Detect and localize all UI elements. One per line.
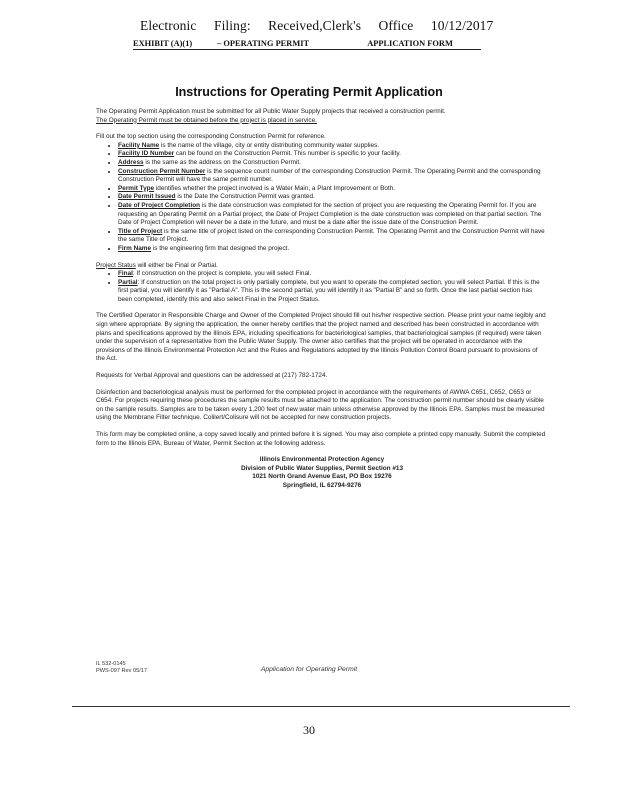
list-item: • Address is the same as the address on the Construction Permit.	[118, 159, 548, 168]
address-agency: Illinois Environmental Protection Agency	[259, 456, 385, 464]
address-street: 1021 North Grand Avenue East, PO Box 19276	[252, 473, 392, 481]
bottom-divider	[72, 706, 570, 707]
project-status-heading: Project Status will either be Final or Partial.	[96, 261, 218, 269]
exhibit-label: EXHIBIT (A)(1)	[133, 39, 193, 48]
fill-intro: Fill out the top section using the corresponding Construction Permit for reference.	[96, 133, 326, 141]
exhibit-header	[133, 39, 481, 50]
filing-stamp-header	[140, 18, 507, 34]
list-item: • Final: If construction on the project is complete, you will select Final.	[118, 270, 548, 279]
filing-electronic: Electronic	[140, 18, 197, 33]
list-item: • Date Permit Issued is the Date the Construction Permit was granted.	[118, 193, 548, 202]
form-submission-paragraph: This form may be completed online, a copy saved locally and printed before it is signed. You may also complete a printed copy manually. Submit the completed form to the Illinois EPA, Bureau of Water, Permit Section at the following address.	[96, 431, 546, 447]
page-number: 30	[303, 723, 315, 737]
filing-received: Received,Clerk's	[268, 18, 362, 33]
exhibit-form: APPLICATION FORM	[367, 39, 453, 48]
list-item: • Title of Project is the same title of project listed on the corresponding Construction Permit. The Operating Permit and the Construction Permit will have the same Title of Project.	[118, 228, 548, 245]
footer-form-id: IL 532-0145	[96, 661, 126, 667]
document-title: Instructions for Operating Permit Application	[175, 85, 443, 99]
certified-operator-paragraph: The Certified Operator in Responsible Charge and Owner of the Completed Project should fill out his/her respective section. Please print your name legibly and sign where appropriate. By signing the application, the owner hereby certifies that the project named and described has been constructed in accordance with plans and specifications approved by the Illinois EPA, including specifications for bacteriological samples, that bacteriological samples (if required) were taken under the supervision of a representative from the Public Water Supply. The owner also certifies that the project will be operated in accordance with the provisions of the Illinois Environmental Protection Act and the Rules and Regulations adopted by the Illinois Pollution Control Board pursuant to provisions of the Act.	[96, 312, 546, 363]
intro-line-2: The Operating Permit must be obtained before the project is placed in service.	[96, 116, 317, 124]
list-item: • Construction Permit Number is the sequence count number of the corresponding Construction Permit. The Operating Permit and the corresponding Construction Permit will have the same permit number.	[118, 168, 548, 185]
list-item: • Facility ID Number can be found on the Construction Permit. This number is specific to your facility.	[118, 150, 548, 159]
mailing-address	[96, 456, 548, 490]
list-item: • Facility Name is the name of the village, city or entity distributing community water supplies.	[118, 142, 548, 151]
requests-paragraph: Requests for Verbal Approval and questions can be addressed at (217) 782-1724.	[96, 372, 328, 380]
exhibit-operating: – OPERATING PERMIT	[217, 39, 310, 48]
intro-line-1: The Operating Permit Application must be submitted for all Public Water Supply projects that received a construction permit.	[96, 108, 446, 115]
list-item: • Partial: If construction on the total project is only partially complete, but you want to operate the completed section, you will select Partial. If this is the first partial, you will identify it as "Partial A". This is the second partial, you will identify it as "Partial B" and so forth. Once the last partial section has been completed, identify this and also select Final in the Project Status.	[118, 279, 548, 305]
address-city: Springfield, IL 62794-9276	[282, 481, 362, 489]
project-status-list	[96, 270, 548, 304]
field-bullet-list	[96, 142, 548, 254]
footer-revision: PWS-097 Rev 05/17	[96, 668, 147, 674]
filing-office: Office	[378, 18, 414, 33]
disinfection-paragraph: Disinfection and bacteriological analysis must be performed for the completed project in accordance with the requirements of AWWA C651, C652, C653 or C654. For projects requiring these procedures the sample results must be attached to the application. The construction permit number should be clearly visible on the sample results. Samples are to be taken every 1,200 feet of new water main unless otherwise approved by the Illinois EPA. Samples must be measured using the Membrane Filter technique. Colilert/Colisure will not be accepted for new construction projects.	[96, 388, 545, 422]
filing-date: 10/12/2017	[430, 18, 494, 33]
filing-label: Filing:	[213, 18, 251, 33]
address-division: Division of Public Water Supplies, Permit Section #13	[240, 464, 404, 472]
footer-form-title: Application for Operating Permit	[260, 666, 358, 673]
list-item: • Permit Type identifies whether the project involved is a Water Main, a Plant Improvement or Both.	[118, 185, 548, 194]
list-item: • Firm Name is the engineering firm that designed the project.	[118, 245, 548, 254]
intro-paragraph	[96, 108, 548, 125]
list-item: • Date of Project Completion is the date construction was completed for the section of project you are requesting the Operating Permit for. If you are requesting an Operating Permit on a Partial project, the Date of Project Completion is the date construction was completed on that partial section. The Date of Project Completion will never be a date in the future, and must be a date after the issue date of the Construction Permit.	[118, 202, 548, 228]
instructions-body	[96, 108, 548, 491]
